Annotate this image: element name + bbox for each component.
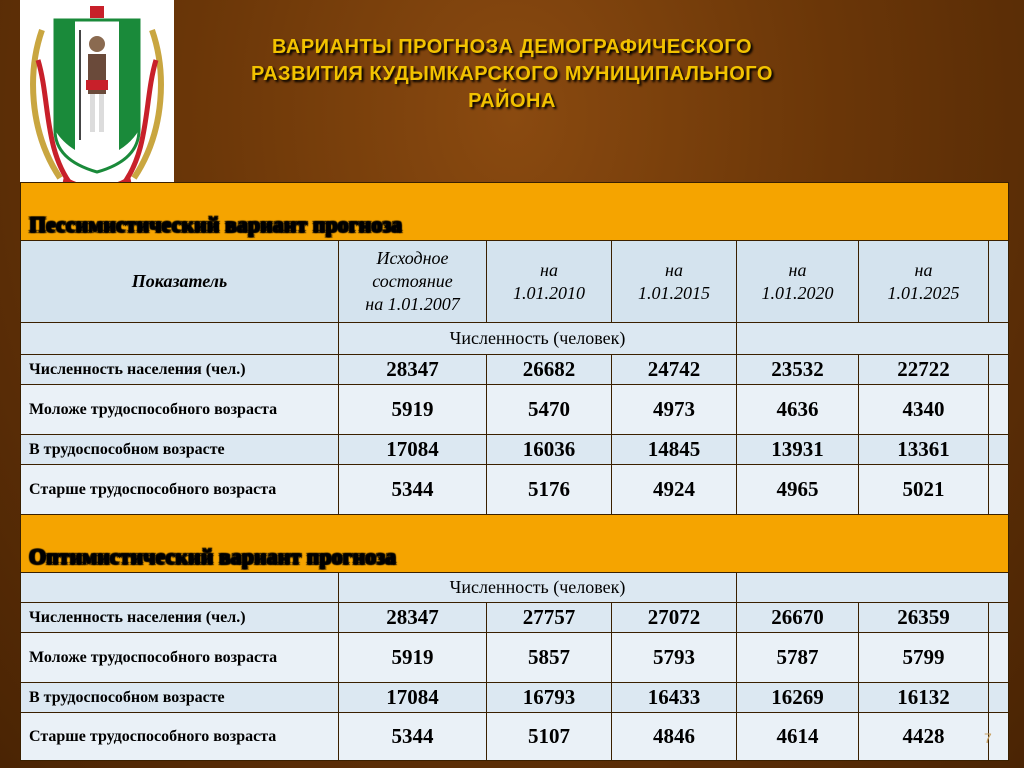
optimistic-unit: Численность (человек) [339, 573, 737, 603]
slide-title [180, 34, 844, 115]
optimistic-unit-row [21, 573, 1009, 603]
title-line-3: РАЙОНА [468, 90, 556, 112]
optimistic-title: Оптимистический вариант прогноза [21, 515, 1009, 573]
title-line-1: ВАРИАНТЫ ПРОГНОЗА ДЕМОГРАФИЧЕСКОГО [271, 36, 753, 58]
header-col-2010: на 1.01.2010 [487, 241, 612, 323]
coat-of-arms-icon [20, 0, 174, 206]
pessimistic-unit-row [21, 323, 1009, 355]
header-indicator: Показатель [21, 241, 339, 323]
optimistic-section-row [21, 515, 1009, 573]
table-row: Старше трудоспособного возраста 5344 5107 4846 4614 4428 [21, 713, 1009, 761]
table-header-row [21, 241, 1009, 323]
table-row: Старше трудоспособного возраста 5344 5176 4924 4965 5021 [21, 465, 1009, 515]
header-col-2020: на 1.01.2020 [737, 241, 859, 323]
pessimistic-title: Пессимистический вариант прогноза [21, 183, 1009, 241]
table-row: Моложе трудоспособного возраста 5919 5470 4973 4636 4340 [21, 385, 1009, 435]
table-row: В трудоспособном возрасте 17084 16036 14845 13931 13361 [21, 435, 1009, 465]
header-col-2007: Исходное состояние на 1.01.2007 [339, 241, 487, 323]
title-line-2: РАЗВИТИЯ КУДЫМКАРСКОГО МУНИЦИПАЛЬНОГО [251, 63, 773, 85]
table-row: Моложе трудоспособного возраста 5919 5857 5793 5787 5799 [21, 633, 1009, 683]
table-row: В трудоспособном возрасте 17084 16793 16433 16269 16132 [21, 683, 1009, 713]
forecast-table [20, 182, 1009, 761]
header-col-2025: на 1.01.2025 [859, 241, 989, 323]
header-spacer [989, 241, 1009, 323]
page-number: 7 [984, 730, 992, 746]
district-emblem [20, 0, 174, 206]
table-row: Численность населения (чел.) 28347 27757 27072 26670 26359 [21, 603, 1009, 633]
header-col-2015: на 1.01.2015 [612, 241, 737, 323]
pessimistic-unit: Численность (человек) [339, 323, 737, 355]
pessimistic-section-row [21, 183, 1009, 241]
table-row: Численность населения (чел.) 28347 26682 24742 23532 22722 [21, 355, 1009, 385]
